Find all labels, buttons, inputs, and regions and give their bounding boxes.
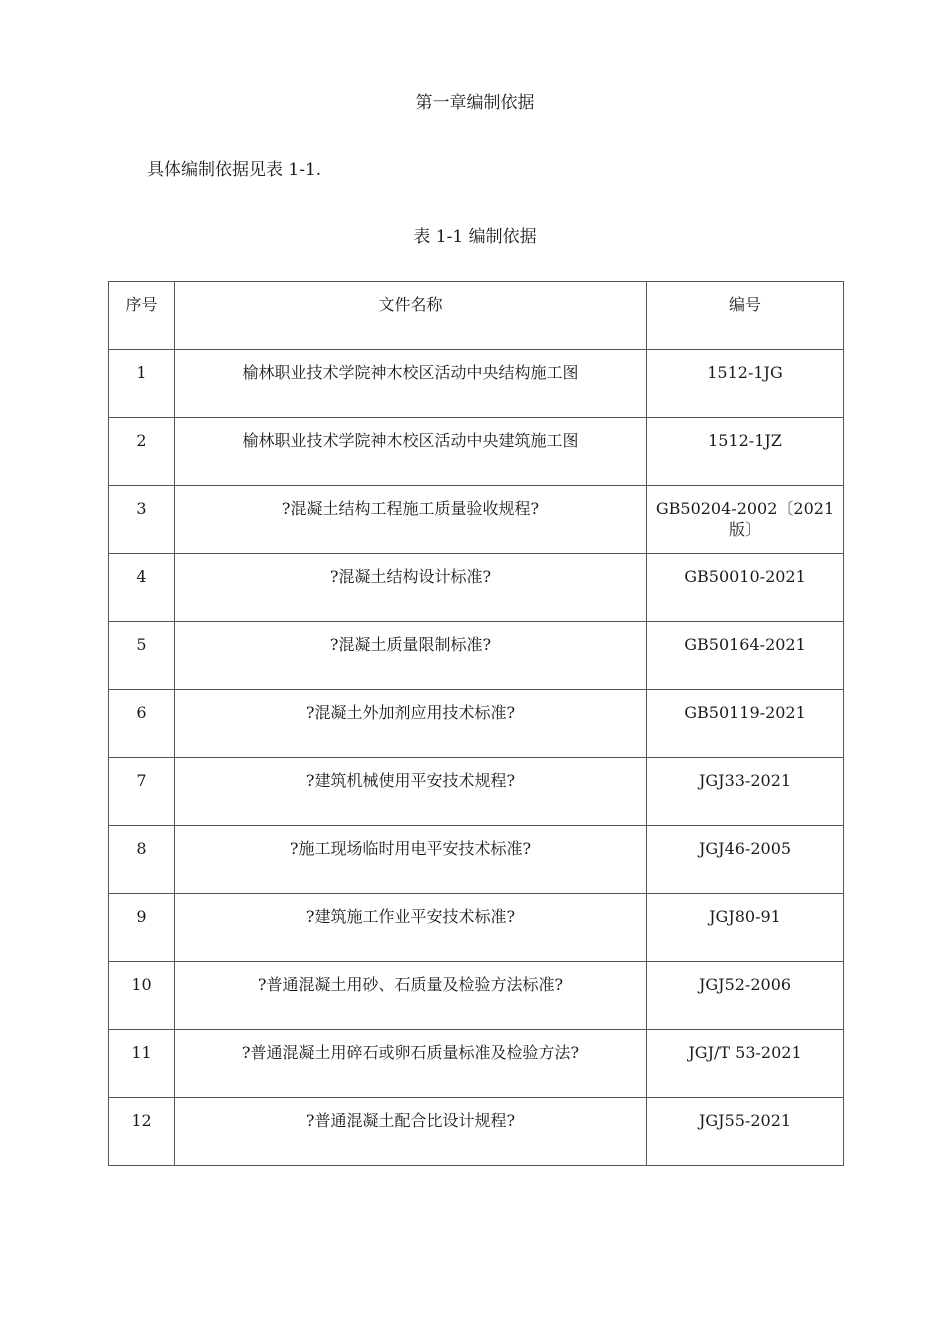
row-code: GB50010-2021 xyxy=(647,554,844,622)
table-row xyxy=(109,962,844,1030)
table-row xyxy=(109,1030,844,1098)
row-index: 9 xyxy=(109,894,175,962)
table-header-row xyxy=(109,282,844,350)
row-index: 12 xyxy=(109,1098,175,1166)
row-code: GB50204-2002〔2021版〕 xyxy=(647,486,844,554)
row-index: 2 xyxy=(109,418,175,486)
row-index: 4 xyxy=(109,554,175,622)
row-document-name: ?普通混凝土用碎石或卵石质量标准及检验方法? xyxy=(175,1030,647,1098)
table-row xyxy=(109,350,844,418)
basis-table xyxy=(108,281,844,1166)
row-code: JGJ46-2005 xyxy=(647,826,844,894)
table-row xyxy=(109,554,844,622)
row-index: 5 xyxy=(109,622,175,690)
header-document-name: 文件名称 xyxy=(175,282,647,350)
row-document-name: ?施工现场临时用电平安技术标准? xyxy=(175,826,647,894)
row-code: GB50119-2021 xyxy=(647,690,844,758)
table-row xyxy=(109,418,844,486)
row-code: JGJ55-2021 xyxy=(647,1098,844,1166)
row-code: JGJ52-2006 xyxy=(647,962,844,1030)
row-document-name: ?建筑机械使用平安技术规程? xyxy=(175,758,647,826)
table-row xyxy=(109,690,844,758)
header-index: 序号 xyxy=(109,282,175,350)
row-index: 8 xyxy=(109,826,175,894)
table-caption: 表 1-1 编制依据 xyxy=(413,227,537,247)
row-document-name: ?混凝土结构设计标准? xyxy=(175,554,647,622)
row-index: 7 xyxy=(109,758,175,826)
table-row xyxy=(109,1098,844,1166)
row-document-name: ?混凝土结构工程施工质量验收规程? xyxy=(175,486,647,554)
row-document-name: 榆林职业技术学院神木校区活动中央建筑施工图 xyxy=(175,418,647,486)
row-document-name: ?普通混凝土配合比设计规程? xyxy=(175,1098,647,1166)
row-code: JGJ/T 53-2021 xyxy=(647,1030,844,1098)
table-row xyxy=(109,894,844,962)
row-document-name: ?建筑施工作业平安技术标准? xyxy=(175,894,647,962)
row-code: 1512-1JZ xyxy=(647,418,844,486)
chapter-title: 第一章编制依据 xyxy=(415,93,535,113)
table-row xyxy=(109,622,844,690)
row-index: 6 xyxy=(109,690,175,758)
header-code: 编号 xyxy=(647,282,844,350)
row-index: 11 xyxy=(109,1030,175,1098)
row-code: JGJ80-91 xyxy=(647,894,844,962)
row-index: 3 xyxy=(109,486,175,554)
row-code: JGJ33-2021 xyxy=(647,758,844,826)
row-document-name: 榆林职业技术学院神木校区活动中央结构施工图 xyxy=(175,350,647,418)
row-document-name: ?混凝土质量限制标准? xyxy=(175,622,647,690)
row-index: 10 xyxy=(109,962,175,1030)
intro-text: 具体编制依据见表 1-1. xyxy=(147,160,322,180)
table-row xyxy=(109,758,844,826)
table-row xyxy=(109,826,844,894)
row-index: 1 xyxy=(109,350,175,418)
row-document-name: ?混凝土外加剂应用技术标准? xyxy=(175,690,647,758)
row-code: 1512-1JG xyxy=(647,350,844,418)
row-document-name: ?普通混凝土用砂、石质量及检验方法标准? xyxy=(175,962,647,1030)
row-code: GB50164-2021 xyxy=(647,622,844,690)
table-row xyxy=(109,486,844,554)
